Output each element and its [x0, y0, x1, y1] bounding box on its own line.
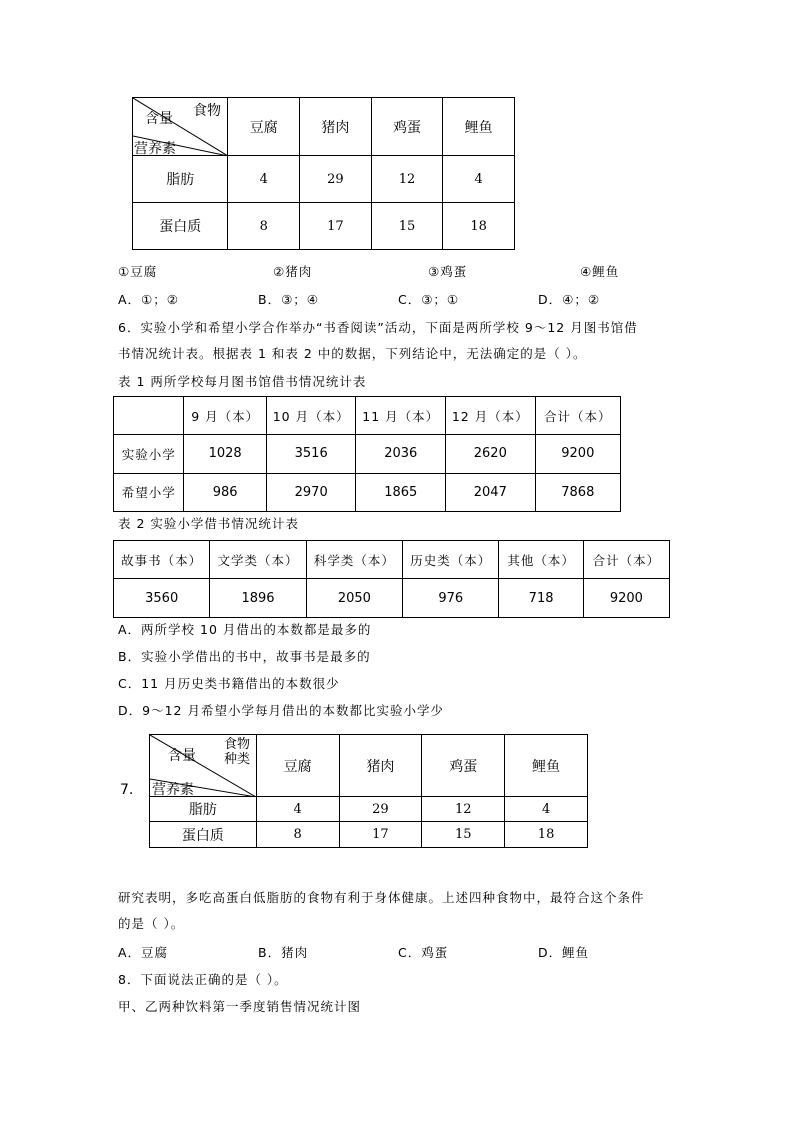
q7-option: A．豆腐 — [118, 945, 169, 960]
q5-item: ③鸡蛋 — [428, 264, 468, 279]
table-cell: 976 — [403, 579, 499, 618]
q6-option: D．9～12 月希望小学每月借出的本数都比实验小学少 — [118, 703, 444, 718]
table-cell: 17 — [300, 203, 372, 250]
q7-option: D．鲤鱼 — [538, 945, 590, 960]
q5-option: D．④；② — [538, 292, 601, 307]
table-cell: 9200 — [583, 579, 669, 618]
table-cell: 2620 — [446, 435, 536, 473]
column-header: 11 月（本） — [356, 397, 446, 435]
table-cell: 2047 — [446, 473, 536, 511]
table-cell: 2970 — [266, 473, 356, 511]
column-header: 合计（本） — [535, 397, 620, 435]
borrow-table-1 — [113, 396, 621, 512]
table-cell: 3516 — [266, 435, 356, 473]
table-cell: 12 — [371, 156, 443, 203]
table-cell: 4 — [443, 156, 515, 203]
q7-question-line: 研究表明，多吃高蛋白低脂肪的食物有利于身体健康。上述四种食物中，最符合这个条件 — [118, 890, 645, 905]
q6-option: A．两所学校 10 月借出的本数都是最多的 — [118, 622, 372, 637]
table-cell: 718 — [499, 579, 583, 618]
food-header: 鸡蛋 — [422, 735, 505, 797]
q8-question-line: 8．下面说法正确的是（ ）。 — [118, 972, 288, 987]
table1-caption: 表 1 两所学校每月图书馆借书情况统计表 — [118, 374, 367, 389]
table-cell: 17 — [339, 822, 422, 848]
food-header: 豆腐 — [256, 735, 339, 797]
food-header: 豆腐 — [228, 98, 300, 156]
borrow-table-2 — [113, 540, 670, 618]
empty-corner-cell — [114, 397, 184, 435]
food-header: 猪肉 — [339, 735, 422, 797]
q5-option: B．③；④ — [258, 292, 319, 307]
column-header: 10 月（本） — [266, 397, 356, 435]
table-cell: 1896 — [210, 579, 306, 618]
q8-chart-title: 甲、乙两种饮料第一季度销售情况统计图 — [118, 999, 362, 1014]
table-cell: 18 — [505, 822, 588, 848]
q5-item: ②猪肉 — [273, 264, 313, 279]
q5-option: C．③；① — [398, 292, 460, 307]
table-cell: 29 — [339, 797, 422, 822]
corner-label-category: 种类 — [224, 752, 251, 767]
column-header: 12 月（本） — [446, 397, 536, 435]
table-cell: 9200 — [535, 435, 620, 473]
table-cell: 4 — [505, 797, 588, 822]
table-cell: 4 — [256, 797, 339, 822]
food-header: 猪肉 — [300, 98, 372, 156]
q7-question-line: 的是（ ）。 — [118, 916, 185, 931]
table-cell: 18 — [443, 203, 515, 250]
column-header: 历史类（本） — [403, 541, 499, 579]
column-header: 故事书（本） — [114, 541, 210, 579]
row-label: 脂肪 — [150, 797, 257, 822]
corner-label-amount: 含量 — [145, 111, 173, 127]
column-header: 合计（本） — [583, 541, 669, 579]
nutrition-table-q7 — [149, 734, 588, 848]
column-header: 科学类（本） — [306, 541, 402, 579]
table-cell: 1865 — [356, 473, 446, 511]
corner-label-food: 食物 — [224, 737, 251, 752]
table-cell: 1028 — [184, 435, 266, 473]
table-cell: 15 — [371, 203, 443, 250]
column-header: 文学类（本） — [210, 541, 306, 579]
q6-option: C．11 月历史类书籍借出的本数很少 — [118, 676, 340, 691]
q7-number: 7. — [120, 782, 134, 798]
table-cell: 29 — [300, 156, 372, 203]
food-header: 鸡蛋 — [371, 98, 443, 156]
row-label: 希望小学 — [114, 473, 184, 511]
q7-option: B．猪肉 — [258, 945, 309, 960]
column-header: 其他（本） — [499, 541, 583, 579]
table-cell: 3560 — [114, 579, 210, 618]
corner-label-nutrient: 营养素 — [152, 782, 194, 798]
q6-option: B．实验小学借出的书中，故事书是最多的 — [118, 649, 371, 664]
q6-question-line: 6．实验小学和希望小学合作举办“书香阅读”活动，下面是两所学校 9～12 月图书馆借 — [118, 320, 638, 335]
row-label: 脂肪 — [133, 156, 228, 203]
row-label: 实验小学 — [114, 435, 184, 473]
table-cell: 2050 — [306, 579, 402, 618]
table-cell: 8 — [256, 822, 339, 848]
table-cell: 4 — [228, 156, 300, 203]
q6-question-line: 书情况统计表。根据表 1 和表 2 中的数据，下列结论中，无法确定的是（ ）。 — [118, 346, 587, 361]
table-cell: 15 — [422, 822, 505, 848]
row-label: 蛋白质 — [133, 203, 228, 250]
table-corner-cell — [150, 735, 257, 797]
table-cell: 2036 — [356, 435, 446, 473]
food-header: 鲤鱼 — [443, 98, 515, 156]
nutrition-table-q5 — [132, 97, 515, 250]
corner-label-amount: 含量 — [168, 748, 196, 764]
table-corner-cell — [133, 98, 228, 156]
table-cell: 7868 — [535, 473, 620, 511]
q7-option: C．鸡蛋 — [398, 945, 449, 960]
q5-option: A．①；② — [118, 292, 179, 307]
corner-label-food: 食物 — [193, 103, 221, 119]
food-header: 鲤鱼 — [505, 735, 588, 797]
table-cell: 986 — [184, 473, 266, 511]
table-cell: 12 — [422, 797, 505, 822]
row-label: 蛋白质 — [150, 822, 257, 848]
q5-item: ④鲤鱼 — [580, 264, 620, 279]
column-header: 9 月（本） — [184, 397, 266, 435]
table-cell: 8 — [228, 203, 300, 250]
table2-caption: 表 2 实验小学借书情况统计表 — [118, 516, 299, 531]
corner-label-nutrient: 营养素 — [134, 141, 176, 157]
q5-item: ①豆腐 — [118, 264, 158, 279]
